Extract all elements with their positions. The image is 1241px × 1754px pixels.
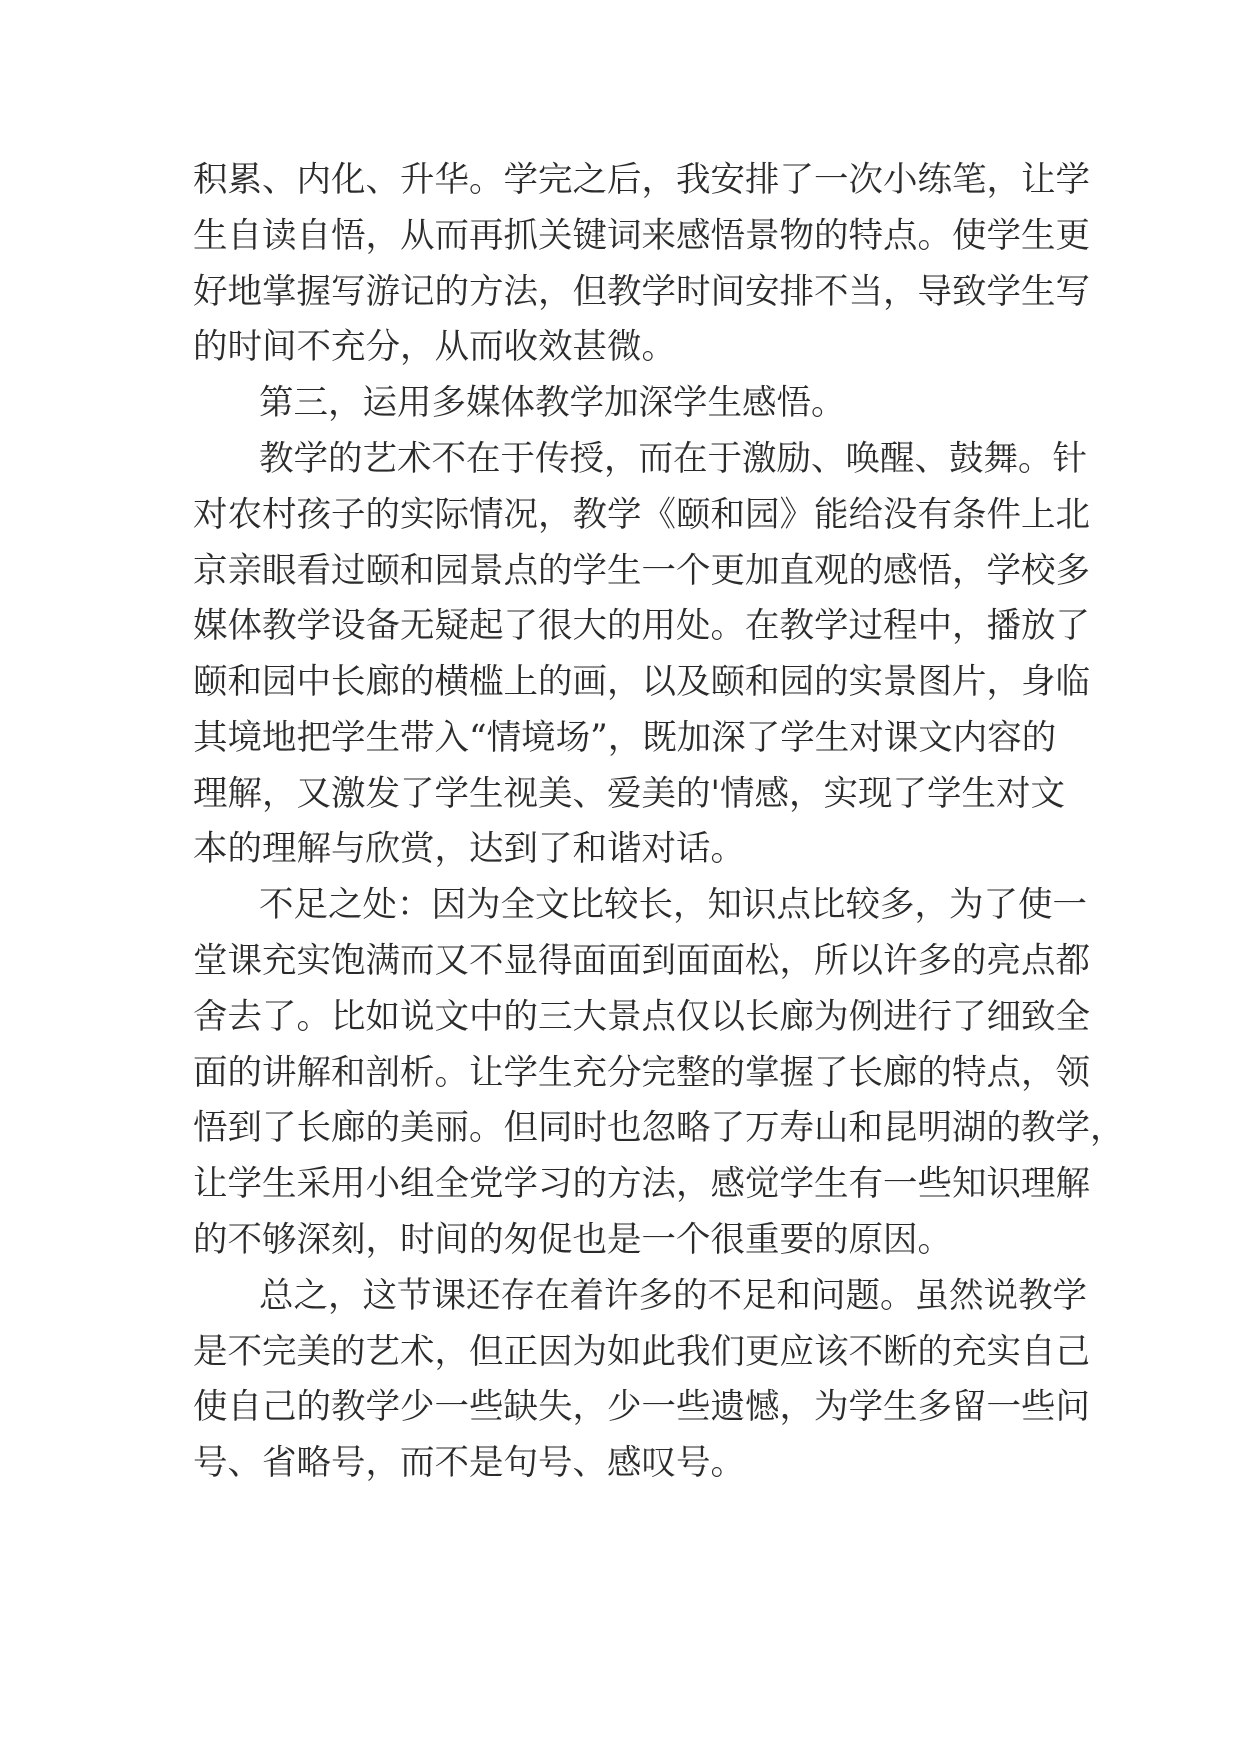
section-heading: 第三，运用多媒体教学加深学生感悟。	[259, 383, 846, 423]
text-line: 其境地把学生带入“情境场”，既加深了学生对课文内容的	[193, 718, 1057, 758]
text-line: 不足之处：因为全文比较长，知识点比较多，为了使一	[259, 885, 1087, 925]
text-line: 是不完美的艺术，但正因为如此我们更应该不断的充实自己	[193, 1332, 1090, 1372]
text-line: 号、省略号，而不是句号、感叹号。	[193, 1443, 745, 1483]
text-line: 媒体教学设备无疑起了很大的用处。在教学过程中，播放了	[193, 606, 1090, 646]
text-line: 京亲眼看过颐和园景点的学生一个更加直观的感悟，学校多	[193, 551, 1090, 591]
text-line: 总之，这节课还存在着许多的不足和问题。虽然说教学	[259, 1276, 1087, 1316]
text-line: 积累、内化、升华。学完之后，我安排了一次小练笔，让学	[193, 160, 1090, 200]
text-line: 舍去了。比如说文中的三大景点仅以长廊为例进行了细致全	[193, 997, 1090, 1037]
text-line: 的时间不充分，从而收效甚微。	[193, 327, 676, 367]
text-line: 让学生采用小组全党学习的方法，感觉学生有一些知识理解	[193, 1164, 1090, 1204]
text-line: 悟到了长廊的美丽。但同时也忽略了万寿山和昆明湖的教学，	[193, 1108, 1125, 1148]
text-line: 教学的艺术不在于传授，而在于激励、唤醒、鼓舞。针	[259, 439, 1087, 479]
text-line: 理解，又激发了学生视美、爱美的'情感，实现了学生对文	[193, 774, 1065, 814]
text-line: 生自读自悟，从而再抓关键词来感悟景物的特点。使学生更	[193, 216, 1090, 256]
text-line: 堂课充实饱满而又不显得面面到面面松，所以许多的亮点都	[193, 941, 1090, 981]
text-line: 面的讲解和剖析。让学生充分完整的掌握了长廊的特点，领	[193, 1053, 1090, 1093]
text-line: 使自己的教学少一些缺失，少一些遗憾，为学生多留一些问	[193, 1387, 1090, 1427]
text-line: 好地掌握写游记的方法，但教学时间安排不当，导致学生写	[193, 272, 1090, 312]
text-line: 的不够深刻，时间的匆促也是一个很重要的原因。	[193, 1220, 952, 1260]
text-line: 对农村孩子的实际情况，教学《颐和园》能给没有条件上北	[193, 495, 1090, 535]
text-line: 本的理解与欣赏，达到了和谐对话。	[193, 829, 745, 869]
text-line: 颐和园中长廊的横槛上的画，以及颐和园的实景图片，身临	[193, 662, 1090, 702]
